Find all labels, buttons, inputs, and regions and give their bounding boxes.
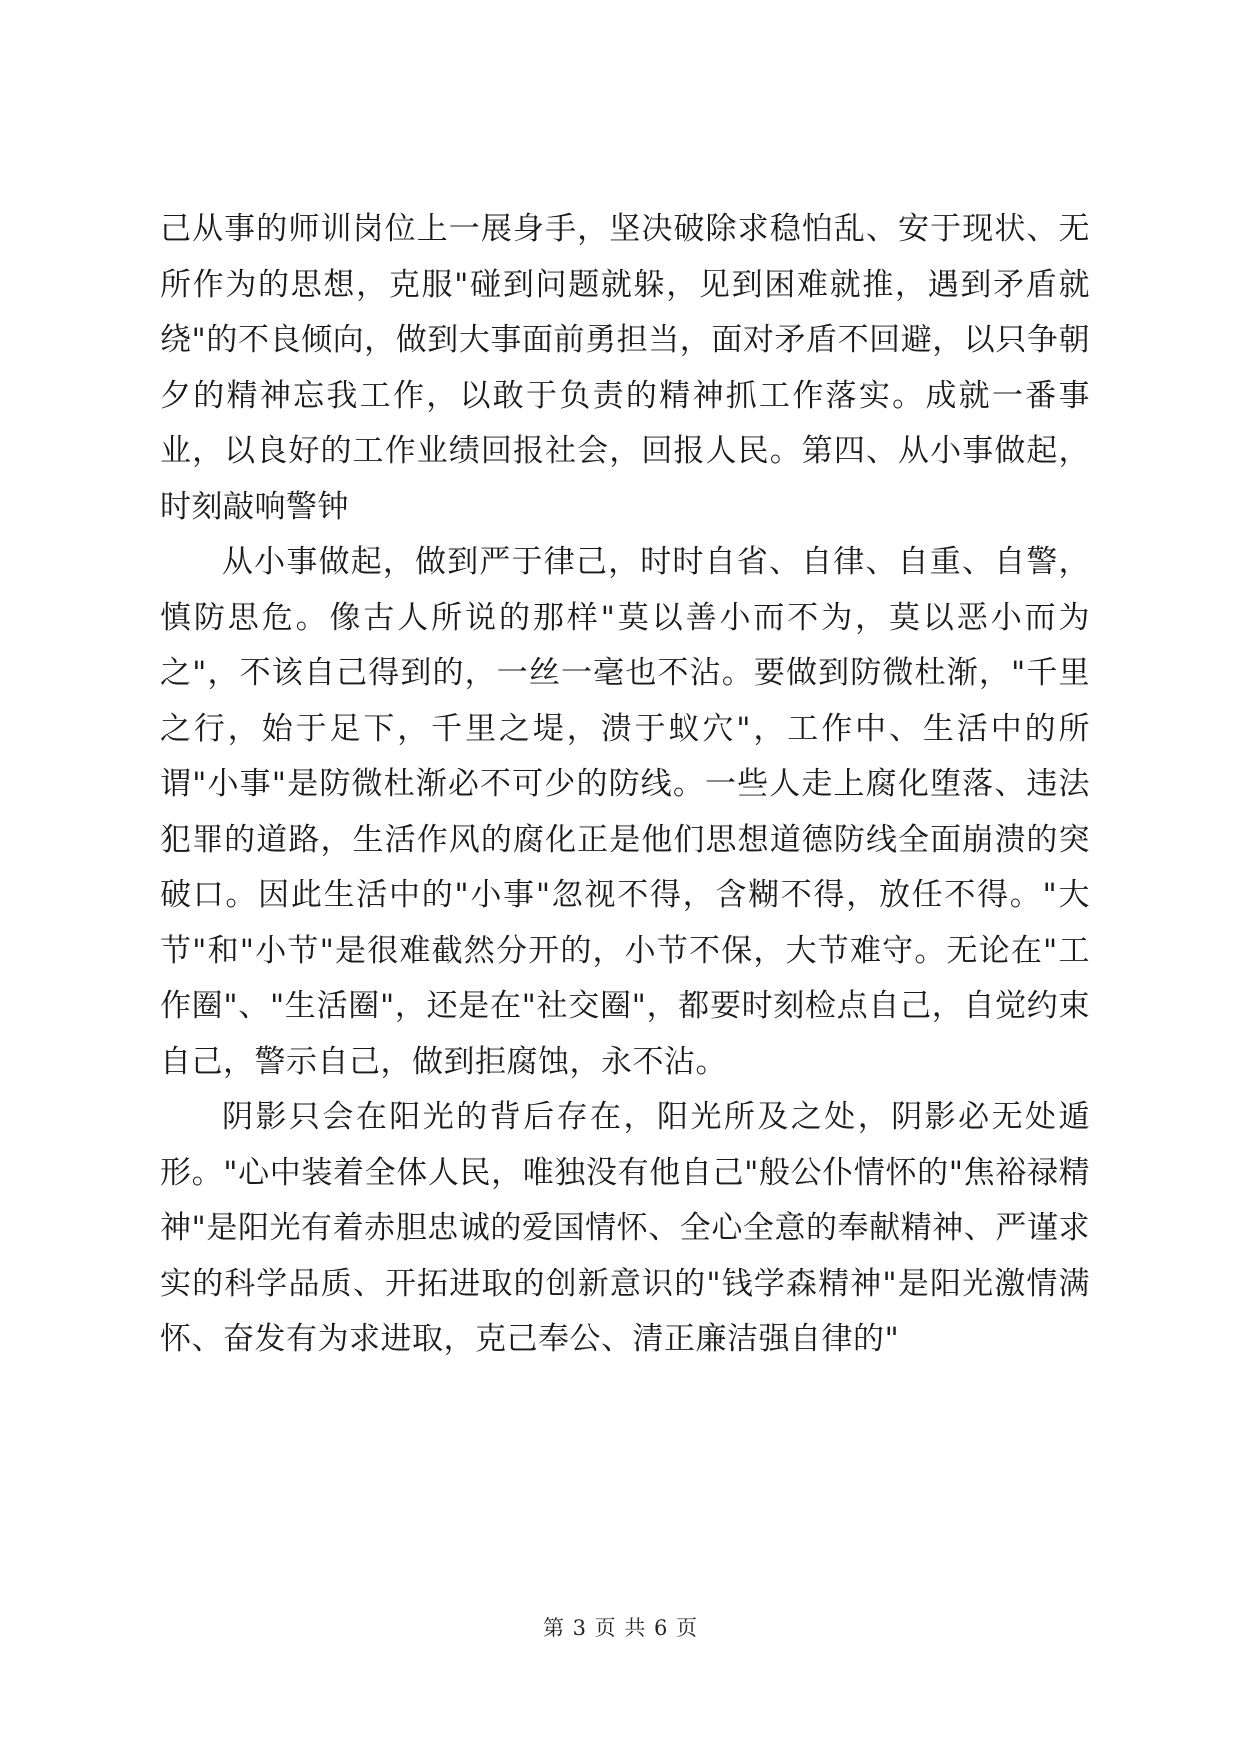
paragraph-2: 从小事做起，做到严于律己，时时自省、自律、自重、自警，慎防思危。像古人所说的那样"莫以善小而不为，莫以恶小而为之"，不该自己得到的，一丝一毫也不沾。要做到防微杜渐，"千里之行，始于足下，千里之堤，溃于蚁穴"，工作中、生活中的所谓"小事"是防微杜渐必不可少的防线。一些人走上腐化堕落、违法犯罪的道路，生活作风的腐化正是他们思想道德防线全面崩溃的突破口。因此生活中的"小事"忽视不得，含糊不得，放任不得。"大节"和"小节"是很难截然分开的，小节不保，大节难守。无论在"工作圈"、"生活圈"，还是在"社交圈"，都要时刻检点自己，自觉约束自己，警示自己，做到拒腐蚀，永不沾。: [160, 544, 1090, 1080]
page-number-footer: 第 3 页 共 6 页: [542, 1616, 699, 1640]
paragraph-3: 阴影只会在阳光的背后存在，阳光所及之处，阴影必无处遁形。"心中装着全体人民，唯独没有他自己"般公仆情怀的"焦裕禄精神"是阳光有着赤胆忠诚的爱国情怀、全心全意的奉献精神、严谨求实的科学品质、开拓进取的创新意识的"钱学森精神"是阳光激情满怀、奋发有为求进取，克己奉公、清正廉洁强自律的": [160, 1099, 1090, 1357]
paragraph-1: 己从事的师训岗位上一展身手，坚决破除求稳怕乱、安于现状、无所作为的思想，克服"碰到问题就躲，见到困难就推，遇到矛盾就绕"的不良倾向，做到大事面前勇担当，面对矛盾不回避，以只争朝夕的精神忘我工作，以敢于负责的精神抓工作落实。成就一番事业，以良好的工作业绩回报社会，回报人民。第四、从小事做起，时刻敲响警钟: [160, 211, 1090, 525]
body-text: [160, 202, 1090, 1368]
